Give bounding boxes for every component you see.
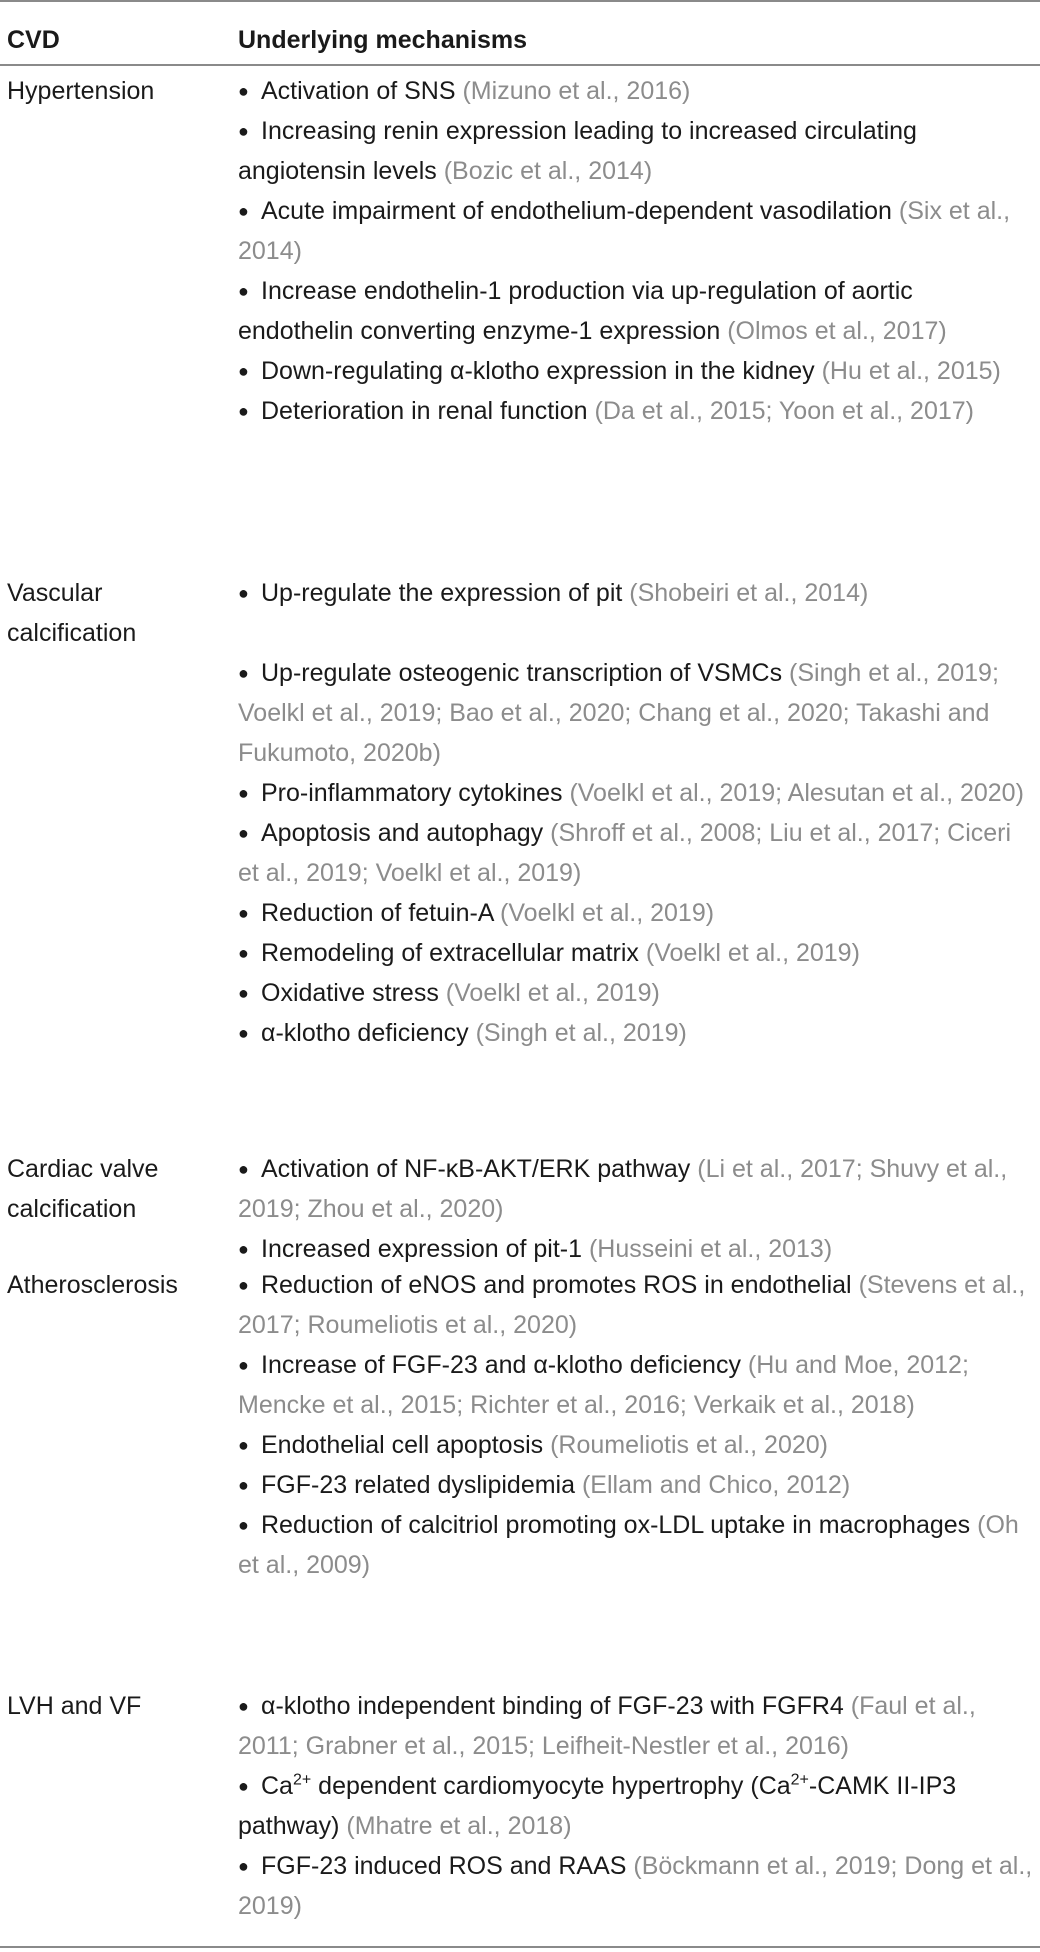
bullet-icon: ●: [238, 903, 249, 923]
citation: (Da et al., 2015; Yoon et al., 2017): [594, 397, 974, 425]
bullet-icon: ●: [238, 201, 249, 221]
citation: (Singh et al., 2019): [475, 1019, 687, 1047]
citation: (Hu and Moe, 2012; Mencke et al., 2015; Richter et al., 2016; Verkaik et al., 2018): [238, 1351, 969, 1419]
list-item: ● Deterioration in renal function (Da et al., 2015; Yoon et al., 2017): [238, 391, 1033, 431]
bullet-icon: ●: [238, 281, 249, 301]
bullet-icon: ●: [238, 1275, 249, 1295]
list-item: ● Up-regulate the expression of pit (Shobeiri et al., 2014): [238, 573, 1033, 613]
list-item: ● Pro-inflammatory cytokines (Voelkl et al., 2019; Alesutan et al., 2020): [238, 773, 1033, 813]
citation: (Six et al., 2014): [238, 197, 1011, 265]
header-mechanisms: Underlying mechanisms: [238, 26, 527, 54]
citation: (Ellam and Chico, 2012): [581, 1471, 851, 1499]
bullet-icon: ●: [238, 1475, 249, 1495]
citation: (Bozic et al., 2014): [443, 157, 653, 185]
list-item: ● Activation of SNS (Mizuno et al., 2016): [238, 71, 1033, 111]
bullet-icon: ●: [238, 361, 249, 381]
mechanisms-lvh-and-vf: [238, 1686, 1033, 1926]
citation: (Roumeliotis et al., 2020): [550, 1431, 828, 1459]
list-item: ● α-klotho deficiency (Singh et al., 2019): [238, 1013, 1033, 1053]
citation: (Voelkl et al., 2019; Alesutan et al., 2020): [569, 779, 1024, 807]
mechanisms-atherosclerosis: [238, 1265, 1033, 1585]
list-item: ● Increase of FGF-23 and α-klotho deficiency (Hu and Moe, 2012; Mencke et al., 2015; Richter et al., 2016; Verkaik et al., 2018): [238, 1345, 1033, 1425]
header-rule: [0, 64, 1040, 66]
list-item: ● Endothelial cell apoptosis (Roumeliotis et al., 2020): [238, 1425, 1033, 1465]
bullet-icon: ●: [238, 983, 249, 1003]
list-item: ● Acute impairment of endothelium-dependent vasodilation (Six et al., 2014): [238, 191, 1033, 271]
citation: (Oh et al., 2009): [238, 1511, 1019, 1579]
citation: (Voelkl et al., 2019): [645, 939, 860, 967]
bullet-icon: ●: [238, 81, 249, 101]
citation: (Faul et al., 2011; Grabner et al., 2015; Leifheit-Nestler et al., 2016): [238, 1692, 976, 1760]
bullet-icon: ●: [238, 1856, 249, 1876]
cvd-atherosclerosis: Atherosclerosis: [7, 1271, 178, 1299]
citation: (Li et al., 2017; Shuvy et al., 2019; Zhou et al., 2020): [238, 1155, 1008, 1223]
list-item: ● Activation of NF-κB-AKT/ERK pathway (Li et al., 2017; Shuvy et al., 2019; Zhou et al., 2020): [238, 1149, 1033, 1229]
citation: (Stevens et al., 2017; Roumeliotis et al., 2020): [238, 1271, 1026, 1339]
list-item: ● Increased expression of pit-1 (Husseini et al., 2013): [238, 1229, 1033, 1269]
header-cvd: CVD: [7, 26, 60, 54]
citation: (Hu et al., 2015): [821, 357, 1001, 385]
bullet-icon: ●: [238, 823, 249, 843]
mechanisms-vascular-calcification: [238, 573, 1033, 1053]
list-item: ● FGF-23 related dyslipidemia (Ellam and Chico, 2012): [238, 1465, 1033, 1505]
citation: (Mizuno et al., 2016): [462, 77, 691, 105]
bullet-icon: ●: [238, 1023, 249, 1043]
list-item: ● Reduction of fetuin-A (Voelkl et al., 2019): [238, 893, 1033, 933]
bullet-icon: ●: [238, 583, 249, 603]
bullet-icon: ●: [238, 1696, 249, 1716]
cvd-cardiac-valve-calcification: Cardiac valve calcification: [7, 1155, 159, 1223]
bullet-icon: ●: [238, 1515, 249, 1535]
bullet-icon: ●: [238, 1159, 249, 1179]
list-item: ● α-klotho independent binding of FGF-23 with FGFR4 (Faul et al., 2011; Grabner et al., 2015; Leifheit-Nestler et al., 2016): [238, 1686, 1033, 1766]
bullet-icon: ●: [238, 1355, 249, 1375]
mechanisms-hypertension: [238, 71, 1033, 431]
citation: (Voelkl et al., 2019): [445, 979, 660, 1007]
bullet-icon: ●: [238, 663, 249, 683]
citation: (Husseini et al., 2013): [588, 1235, 833, 1263]
list-item: ● Increasing renin expression leading to increased circulating angiotensin levels (Bozic et al., 2014): [238, 111, 1033, 191]
list-item: ● Increase endothelin-1 production via up-regulation of aortic endothelin converting enzyme-1 expression (Olmos et al., 2017): [238, 271, 1033, 351]
citation: (Mhatre et al., 2018): [346, 1812, 572, 1840]
bullet-icon: ●: [238, 1776, 249, 1796]
list-item: ● Apoptosis and autophagy (Shroff et al., 2008; Liu et al., 2017; Ciceri et al., 2019; Voelkl et al., 2019): [238, 813, 1033, 893]
citation: (Shroff et al., 2008; Liu et al., 2017; Ciceri et al., 2019; Voelkl et al., 2019): [238, 819, 1012, 887]
list-item: ● $Ca^{2+}$ dependent cardiomyocyte hypertrophy ($Ca^{2+}$-CAMK II-IP3 pathway) (Mhatre et al., 2018): [238, 1766, 1033, 1846]
citation: (Shobeiri et al., 2014): [629, 579, 869, 607]
list-item: ● Remodeling of extracellular matrix (Voelkl et al., 2019): [238, 933, 1033, 973]
bullet-icon: ●: [238, 943, 249, 963]
mechanisms-cardiac-valve-calcification: [238, 1149, 1033, 1269]
bottom-rule: [0, 1946, 1040, 1948]
citation: (Voelkl et al., 2019): [500, 899, 715, 927]
list-item: ● Reduction of eNOS and promotes ROS in endothelial (Stevens et al., 2017; Roumeliotis et al., 2020): [238, 1265, 1033, 1345]
bullet-icon: ●: [238, 1239, 249, 1259]
cvd-lvh-and-vf: LVH and VF: [7, 1692, 142, 1720]
list-item: ● Up-regulate osteogenic transcription of VSMCs (Singh et al., 2019; Voelkl et al., 2019; Bao et al., 2020; Chang et al., 2020; Takashi and Fukumoto, 2020b): [238, 653, 1033, 773]
bullet-icon: ●: [238, 1435, 249, 1455]
list-item: ● Oxidative stress (Voelkl et al., 2019): [238, 973, 1033, 1013]
cvd-hypertension: Hypertension: [7, 77, 155, 105]
list-item: ● FGF-23 induced ROS and RAAS (Böckmann et al., 2019; Dong et al., 2019): [238, 1846, 1033, 1926]
cvd-vascular-calcification: Vascular calcification: [7, 579, 137, 647]
top-rule: [0, 0, 1040, 2]
citation: (Böckmann et al., 2019; Dong et al., 2019): [238, 1852, 1033, 1920]
bullet-icon: ●: [238, 783, 249, 803]
citation: (Singh et al., 2019; Voelkl et al., 2019; Bao et al., 2020; Chang et al., 2020; Takashi and Fukumoto, 2020b): [238, 659, 999, 767]
list-item: ● Reduction of calcitriol promoting ox-LDL uptake in macrophages (Oh et al., 2009): [238, 1505, 1033, 1585]
citation: (Olmos et al., 2017): [727, 317, 947, 345]
bullet-icon: ●: [238, 121, 249, 141]
bullet-icon: ●: [238, 401, 249, 421]
list-item: ● Down-regulating α-klotho expression in the kidney (Hu et al., 2015): [238, 351, 1033, 391]
